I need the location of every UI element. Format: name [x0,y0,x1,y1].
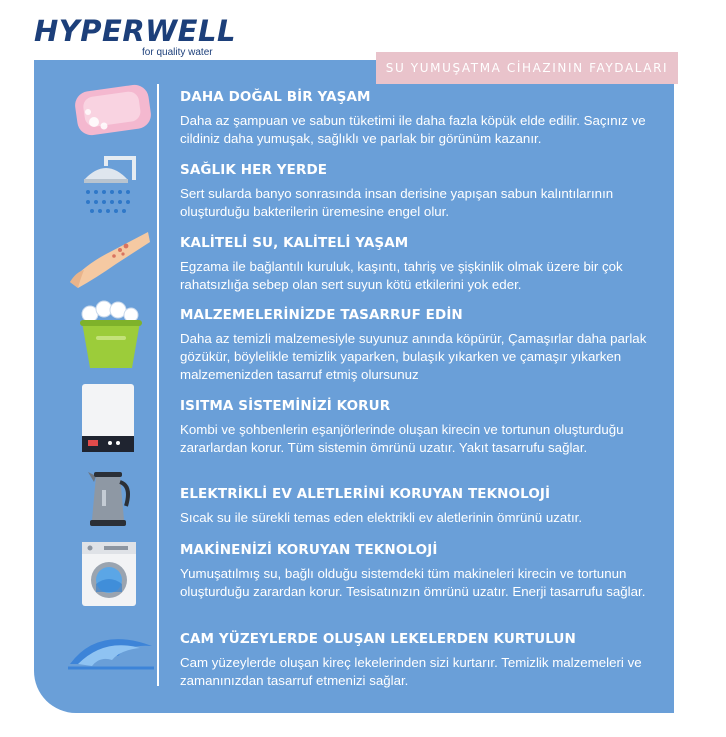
benefit-text: Egzama ile bağlantılı kuruluk, kaşıntı, tahriş ve şişkinlik olmak üzere bir çok rahatsızlığa sebep olan sert suyun kötü etkilerini yok eder. [180,259,623,292]
benefit-title: SAĞLIK HER YERDE [180,162,328,178]
arm-icon [66,226,152,290]
benefit-item-3 [180,235,670,294]
benefit-title: DAHA DOĞAL BİR YAŞAM [180,89,371,105]
vertical-divider [157,84,159,686]
benefit-item-1 [180,89,670,148]
benefit-text: Kombi ve şohbenlerin eşanjörlerinde oluşan kirecin ve tortunun oluşturduğu zararlardan korur. Tüm sistemin ömrünü uzatır. Yakıt tasarrufu sağlar. [180,422,624,455]
benefit-text: Cam yüzeylerde oluşan kireç lekelerinden sizi kurtarır. Temizlik malzemeleri ve zamanınızdan tasarruf etmenizi sağlar. [180,655,642,688]
benefit-title: MAKİNENİZİ KORUYAN TEKNOLOJİ [180,542,438,558]
benefit-item-6 [180,486,670,527]
washing-machine-icon [80,540,138,608]
benefit-text: Daha az şampuan ve sabun tüketimi ile daha fazla köpük elde edilir. Saçınız ve cildiniz daha yumuşak, sağlıklı ve parlak bir görünüm kazanır. [180,113,646,146]
benefit-title: ELEKTRİKLİ EV ALETLERİNİ KORUYAN TEKNOLOJİ [180,486,551,502]
benefit-title: MALZEMELERİNİZDE TASARRUF EDİN [180,307,463,323]
shower-icon [76,150,142,216]
brand-tagline: for quality water [142,47,213,58]
benefit-item-7 [180,542,670,601]
benefit-text: Sert sularda banyo sonrasında insan derisine yapışan sabun kalıntılarının oluşturduğu bakterilerin üremesine engel olur. [180,186,614,219]
benefit-item-4 [180,307,670,384]
bucket-icon [76,300,146,372]
benefit-text: Yumuşatılmış su, bağlı olduğu sistemdeki tüm makineleri kirecin ve tortunun oluşturduğu zarardan korur. Tesisatınızın ömrünü uzatır. Enerji tasarrufu sağlar. [180,566,646,599]
banner-title: SU YUMUŞATMA CİHAZININ FAYDALARI [376,52,678,84]
boiler-icon [80,382,136,454]
water-splash-icon [68,626,154,672]
benefit-title: KALİTELİ SU, KALİTELİ YAŞAM [180,235,409,251]
brand-name: HYPERWELL [34,14,236,48]
benefit-item-5 [180,398,670,457]
benefit-text: Sıcak su ile sürekli temas eden elektrikli ev aletlerinin ömrünü uzatır. [180,510,583,525]
soap-icon [70,82,156,140]
benefit-text: Daha az temizli malzemesiyle suyunuz anında köpürür, Çamaşırlar daha parlak gözükür, böylelikle temizlik yaparken, bulaşık yıkarken ve çamaşır yıkarken malzemenizden tasarruf etmiş olursunuz [180,331,647,382]
brand-logo [34,14,234,60]
kettle-icon [86,466,132,528]
benefit-title: CAM YÜZEYLERDE OLUŞAN LEKELERDEN KURTULUN [180,631,576,647]
benefit-title: ISITMA SİSTEMİNİZİ KORUR [180,398,391,414]
benefit-item-2 [180,162,670,221]
benefit-item-8 [180,631,670,690]
